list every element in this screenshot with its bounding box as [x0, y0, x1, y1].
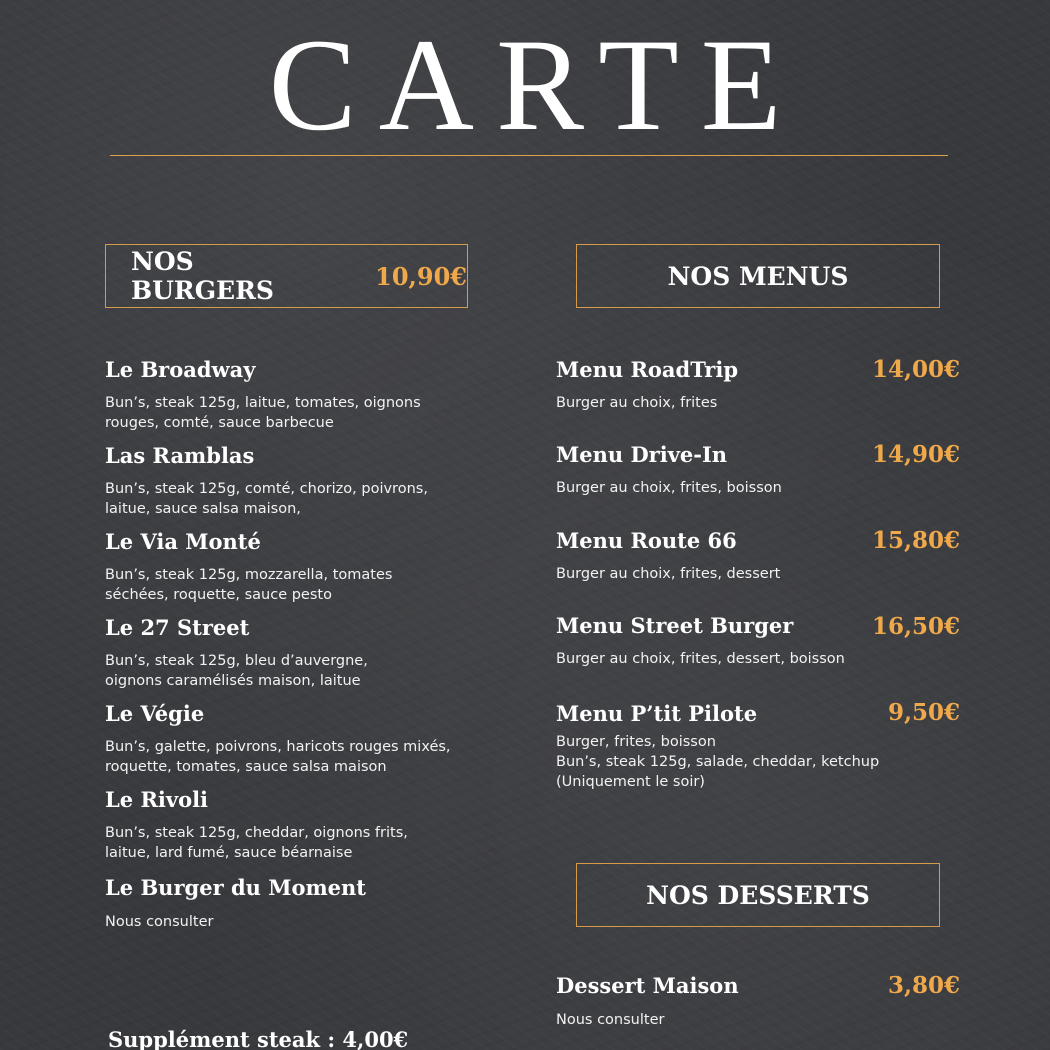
menu-name: Menu Route 66	[556, 528, 737, 553]
burger-desc: Bun’s, steak 125g, cheddar, oignons frits,	[105, 825, 408, 841]
dessert-name: Dessert Maison	[556, 973, 739, 998]
burgers-price: 10,90€	[375, 261, 467, 291]
steak-supplement: Supplément steak : 4,00€	[108, 1027, 409, 1050]
menu-name: Menu RoadTrip	[556, 357, 739, 382]
burgers-heading-box	[105, 244, 468, 308]
burger-desc: séchées, roquette, sauce pesto	[105, 587, 332, 603]
menu-desc: Burger au choix, frites, boisson	[556, 480, 782, 496]
burgers-heading: NOS BURGERS	[131, 247, 274, 305]
burger-name: Le Broadway	[105, 357, 256, 382]
menu-desc: (Uniquement le soir)	[556, 774, 705, 790]
burger-desc: Bun’s, steak 125g, bleu d’auvergne,	[105, 653, 368, 669]
desserts-heading-box	[576, 863, 940, 927]
desserts-heading: NOS DESSERTS	[646, 880, 870, 910]
menu-desc: Burger au choix, frites	[556, 395, 718, 411]
title-divider	[110, 155, 948, 156]
menu-price: 14,90€	[871, 441, 960, 468]
burger-desc: roquette, tomates, sauce salsa maison	[105, 759, 387, 775]
menu-desc: Burger au choix, frites, dessert	[556, 566, 781, 582]
burger-desc: oignons caramélisés maison, laitue	[105, 673, 361, 689]
burger-name: Las Ramblas	[105, 443, 255, 468]
menu-desc: Bun’s, steak 125g, salade, cheddar, ketchup	[556, 754, 880, 770]
menus-heading: NOS MENUS	[667, 261, 849, 291]
page-title: CARTE	[268, 11, 804, 158]
burger-desc: Nous consulter	[105, 914, 214, 930]
burger-desc: laitue, sauce salsa maison,	[105, 501, 301, 517]
menu-price: 15,80€	[871, 527, 960, 554]
burger-name: Le Rivoli	[105, 787, 209, 812]
menu-name: Menu Street Burger	[556, 613, 794, 638]
menus-heading-box	[576, 244, 940, 308]
dessert-desc: Nous consulter	[556, 1012, 665, 1028]
burger-desc: laitue, lard fumé, sauce béarnaise	[105, 845, 353, 861]
menu-desc: Burger au choix, frites, dessert, boisson	[556, 651, 845, 667]
menu-desc: Burger, frites, boisson	[556, 734, 716, 750]
menu-price: 14,00€	[871, 356, 960, 383]
burger-desc: Bun’s, steak 125g, mozzarella, tomates	[105, 567, 393, 583]
menu-price: 16,50€	[871, 613, 960, 640]
burger-name: Le Via Monté	[105, 529, 261, 554]
menu-name: Menu P’tit Pilote	[556, 701, 758, 726]
burger-name: Le Végie	[105, 701, 205, 726]
burger-name: Le Burger du Moment	[105, 875, 367, 900]
burger-desc: Bun’s, steak 125g, comté, chorizo, poivrons,	[105, 481, 428, 497]
burger-name: Le 27 Street	[105, 615, 250, 640]
burger-desc: rouges, comté, sauce barbecue	[105, 415, 334, 431]
burger-desc: Bun’s, galette, poivrons, haricots rouges mixés,	[105, 739, 451, 755]
dessert-price: 3,80€	[887, 972, 960, 999]
burger-desc: Bun’s, steak 125g, laitue, tomates, oignons	[105, 395, 421, 411]
menu-price: 9,50€	[887, 699, 960, 726]
menu-name: Menu Drive-In	[556, 442, 728, 467]
